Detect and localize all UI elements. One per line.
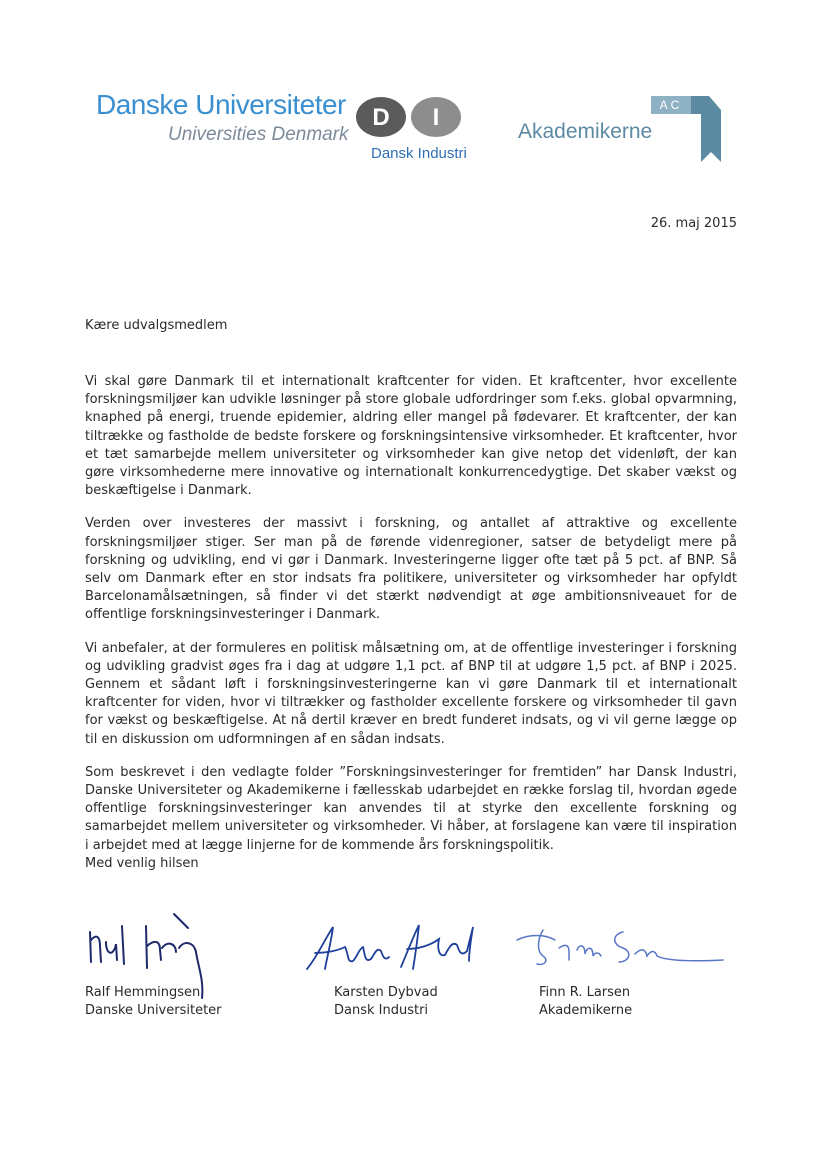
akademikerne-logo-name: Akademikerne [518,120,653,143]
signer-name: Karsten Dybvad [334,985,438,1000]
di-logo-letter-i: I [432,104,440,131]
signer-organization: Dansk Industri [334,1003,429,1018]
signer-name: Ralf Hemmingsen [85,985,201,1000]
signer-organization: Danske Universiteter [85,1003,222,1018]
signer-name: Finn R. Larsen [539,985,631,1000]
signer-karsten-dybvad [334,984,438,1020]
letter-body [85,373,737,870]
signature-finn-larsen-icon [515,926,727,970]
letter-salutation: Kære udvalgsmedlem [85,318,228,333]
letter-closing: Med venlig hilsen [85,856,199,871]
letter-paragraph: Vi skal gøre Danmark til et internationalt kraftcenter for viden. Et kraftcenter, hvor excellente forskningsmiljøer kan udvikle løsninger på store globale udfordringer som f.eks. global opvarmning, knaphed på energi, truende epidemier, aldring eller mangel på fødevarer. Et kraftcenter, der kan tiltrække og fastholde de bedste forskere og forskningsintensive virksomheder. Et kraftcenter, hvor et tæt samarbejde mellem universiteter og virksomheder kan give netop det videnløft, der kan gøre virksomhederne mere innovative og internationalt konkurrencedygtige. Det skaber vækst og beskæftigelse i Danmark. [85,374,737,499]
signer-finn-larsen [539,984,632,1020]
dansk-industri-logo-icon [356,96,461,138]
signer-ralf-hemmingsen [85,984,222,1020]
letter-paragraph: Vi anbefaler, at der formuleres en politisk målsætning om, at de offentlige investeringer i forskning og udvikling gradvist øges fra i dag at udgøre 1,1 pct. af BNP til at udgøre 1,5 pct. af BNP i 2025. Gennem et sådant løft i forskningsinvesteringerne kan vi gøre Danmark til et internationalt kraftcenter for viden, hvor vi tiltrækker og fastholder excellente forskere og virksomheder til gavn for vækst og beskæftigelse. At nå dertil kræver en bredt funderet indsats, og vi vil gerne lægge op til en diskussion om udformningen af en sådan indsats. [85,640,737,747]
signer-organization: Akademikerne [539,1003,633,1018]
di-logo-letter-d: D [372,104,390,131]
letter-paragraph: Verden over investeres der massivt i forskning, og antallet af attraktive og excellente forskningsmiljøer stiger. Ser man på de førende videnregioner, satser de betydeligt mere på forskning og udvikling, end vi gør i Danmark. Investeringerne ligger ofte tæt på 5 pct. af BNP. Så selv om Danmark efter en stor indsats fra politikere, universiteter og virksomheder har opfyldt Barcelonamålsætningen, så finder vi det stærkt nødvendigt at øge ambitionsniveauet for de offentlige forskningsinvesteringer i Danmark. [85,516,737,623]
dansk-industri-logo-name: Dansk Industri [371,145,467,162]
letter-date: 26. maj 2015 [650,216,737,231]
danske-universiteter-logo-subtitle: Universities Denmark [168,124,349,145]
signature-karsten-dybvad-icon [303,917,479,975]
akademikerne-logo-letters: AC [659,98,683,112]
letter-paragraph: Som beskrevet i den vedlagte folder ”Forskningsinvesteringer for fremtiden” har Dansk Industri, Danske Universiteter og Akademikerne i fællesskab udarbejdet en række forslag til, hvordan øgede offentlige forskningsinvesteringer kan anvendes til at styrke den excellente forskning og samarbejdet mellem universiteter og virksomheder. Vi håber, at forslagene kan være til inspiration i arbejdet med at lægge linjerne for de kommende års forskningspolitik. [85,764,737,853]
danske-universiteter-logo-name: Danske Universiteter [96,89,346,120]
